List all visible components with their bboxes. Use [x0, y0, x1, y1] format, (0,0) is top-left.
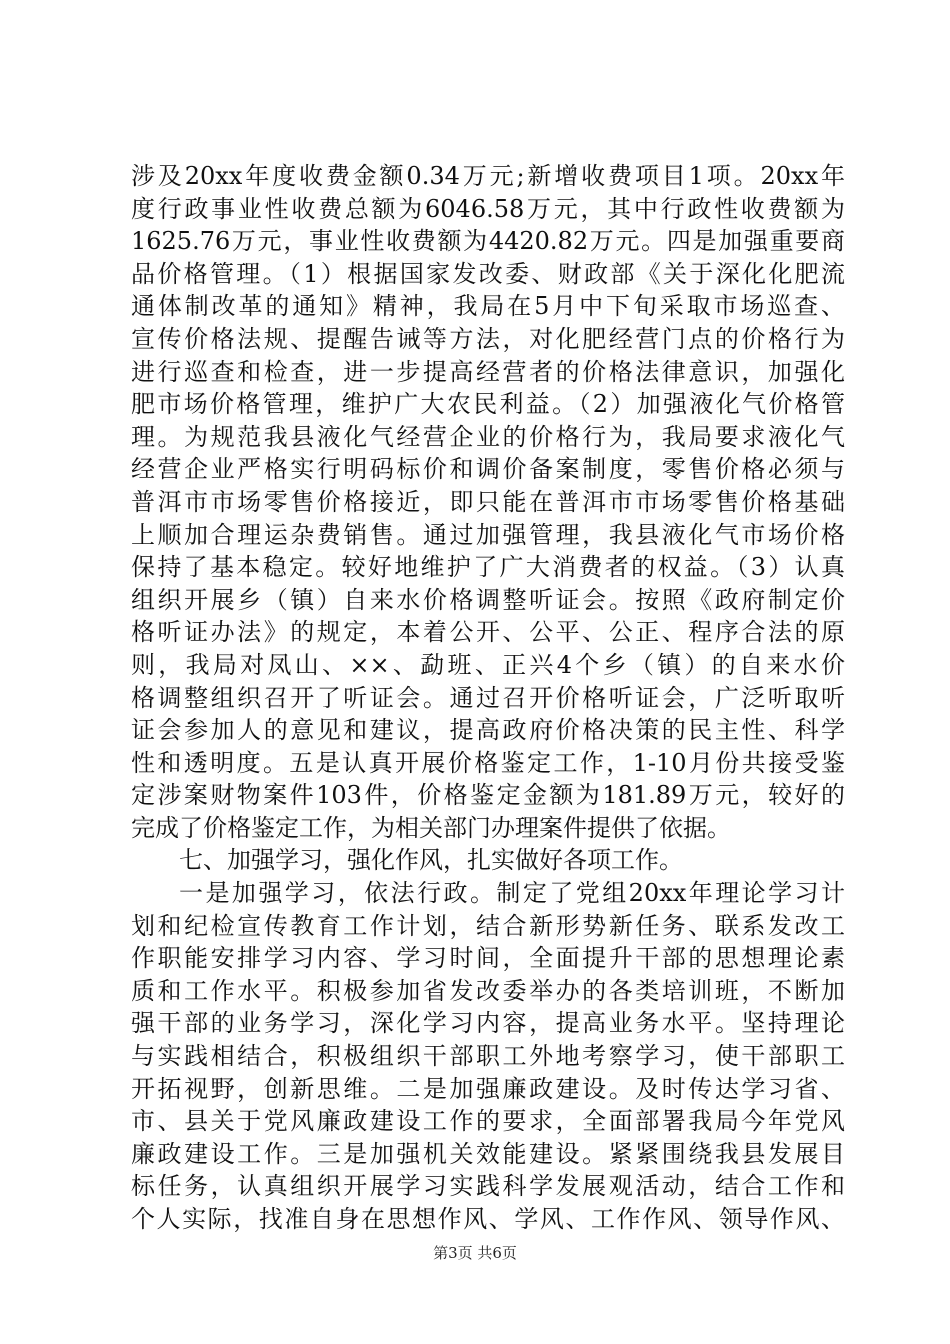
paragraph	[131, 844, 845, 877]
text-line: 强干部的业务学习，深化学习内容，提高业务水平。坚持理论	[131, 1009, 845, 1038]
text-line: 品价格管理。（1）根据国家发改委、财政部《关于深化化肥流	[131, 259, 845, 288]
text-line: 市、县关于党风廉政建设工作的要求，全面部署我局今年党风	[131, 1107, 845, 1136]
text-line: 廉政建设工作。三是加强机关效能建设。紧紧围绕我县发展目	[131, 1139, 845, 1168]
text-line: 完成了价格鉴定工作，为相关部门办理案件提供了依据。	[131, 813, 731, 842]
document-body	[131, 160, 845, 1236]
text-line: 上顺加合理运杂费销售。通过加强管理，我县液化气市场价格	[131, 520, 845, 549]
text-line: 通体制改革的通知》精神，我局在5月中下旬采取市场巡查、	[131, 292, 845, 321]
text-line: 保持了基本稳定。较好地维护了广大消费者的权益。（3）认真	[131, 553, 845, 582]
text-line: 证会参加人的意见和建议，提高政府价格决策的民主性、科学	[131, 716, 845, 745]
page-number: 第3页 共6页	[433, 1244, 517, 1262]
text-line: 作职能安排学习内容、学习时间，全面提升干部的思想理论素	[131, 944, 845, 973]
paragraph	[131, 877, 845, 1236]
text-line: 一是加强学习，依法行政。制定了党组20xx年理论学习计	[179, 879, 845, 908]
text-line: 个人实际，找准自身在思想作风、学风、工作作风、领导作风、	[131, 1205, 845, 1233]
text-line: 普洱市市场零售价格接近，即只能在普洱市市场零售价格基础	[131, 487, 845, 516]
text-line: 七、加强学习，强化作风，扎实做好各项工作。	[179, 846, 683, 875]
text-line: 组织开展乡（镇）自来水价格调整听证会。按照《政府制定价	[131, 585, 845, 614]
text-line: 经营企业严格实行明码标价和调价备案制度，零售价格必须与	[131, 455, 845, 484]
text-line: 与实践相结合，积极组织干部职工外地考察学习，使干部职工	[131, 1042, 845, 1071]
text-line: 肥市场价格管理，维护广大农民利益。（2）加强液化气价格管	[131, 390, 845, 419]
paragraph	[131, 160, 845, 844]
text-line: 质和工作水平。积极参加省发改委举办的各类培训班，不断加	[131, 976, 845, 1005]
text-line: 宣传价格法规、提醒告诫等方法，对化肥经营门点的价格行为	[131, 324, 845, 353]
text-line: 性和透明度。五是认真开展价格鉴定工作，1-10月份共接受鉴	[131, 748, 845, 777]
text-line: 涉及20xx年度收费金额0.34万元;新增收费项目1项。20xx年	[131, 162, 845, 190]
text-line: 格听证办法》的规定，本着公开、公平、公正、程序合法的原	[131, 618, 845, 647]
text-line: 定涉案财物案件103件，价格鉴定金额为181.89万元，较好的	[131, 781, 845, 810]
text-line: 1625.76万元，事业性收费额为4420.82万元。四是加强重要商	[131, 227, 845, 256]
text-line: 进行巡查和检查，进一步提高经营者的价格法律意识，加强化	[131, 357, 845, 386]
text-line: 则，我局对凤山、××、勐班、正兴4个乡（镇）的自来水价	[131, 650, 845, 679]
text-line: 标任务，认真组织开展学习实践科学发展观活动，结合工作和	[131, 1172, 845, 1201]
text-line: 开拓视野，创新思维。二是加强廉政建设。及时传达学习省、	[131, 1074, 845, 1103]
text-line: 划和纪检宣传教育工作计划，结合新形势新任务、联系发改工	[131, 911, 845, 940]
page-footer	[0, 1243, 950, 1263]
text-line: 格调整组织召开了听证会。通过召开价格听证会，广泛听取听	[131, 683, 845, 712]
text-line: 理。为规范我县液化气经营企业的价格行为，我局要求液化气	[131, 422, 845, 451]
text-line: 度行政事业性收费总额为6046.58万元，其中行政性收费额为	[131, 194, 845, 223]
